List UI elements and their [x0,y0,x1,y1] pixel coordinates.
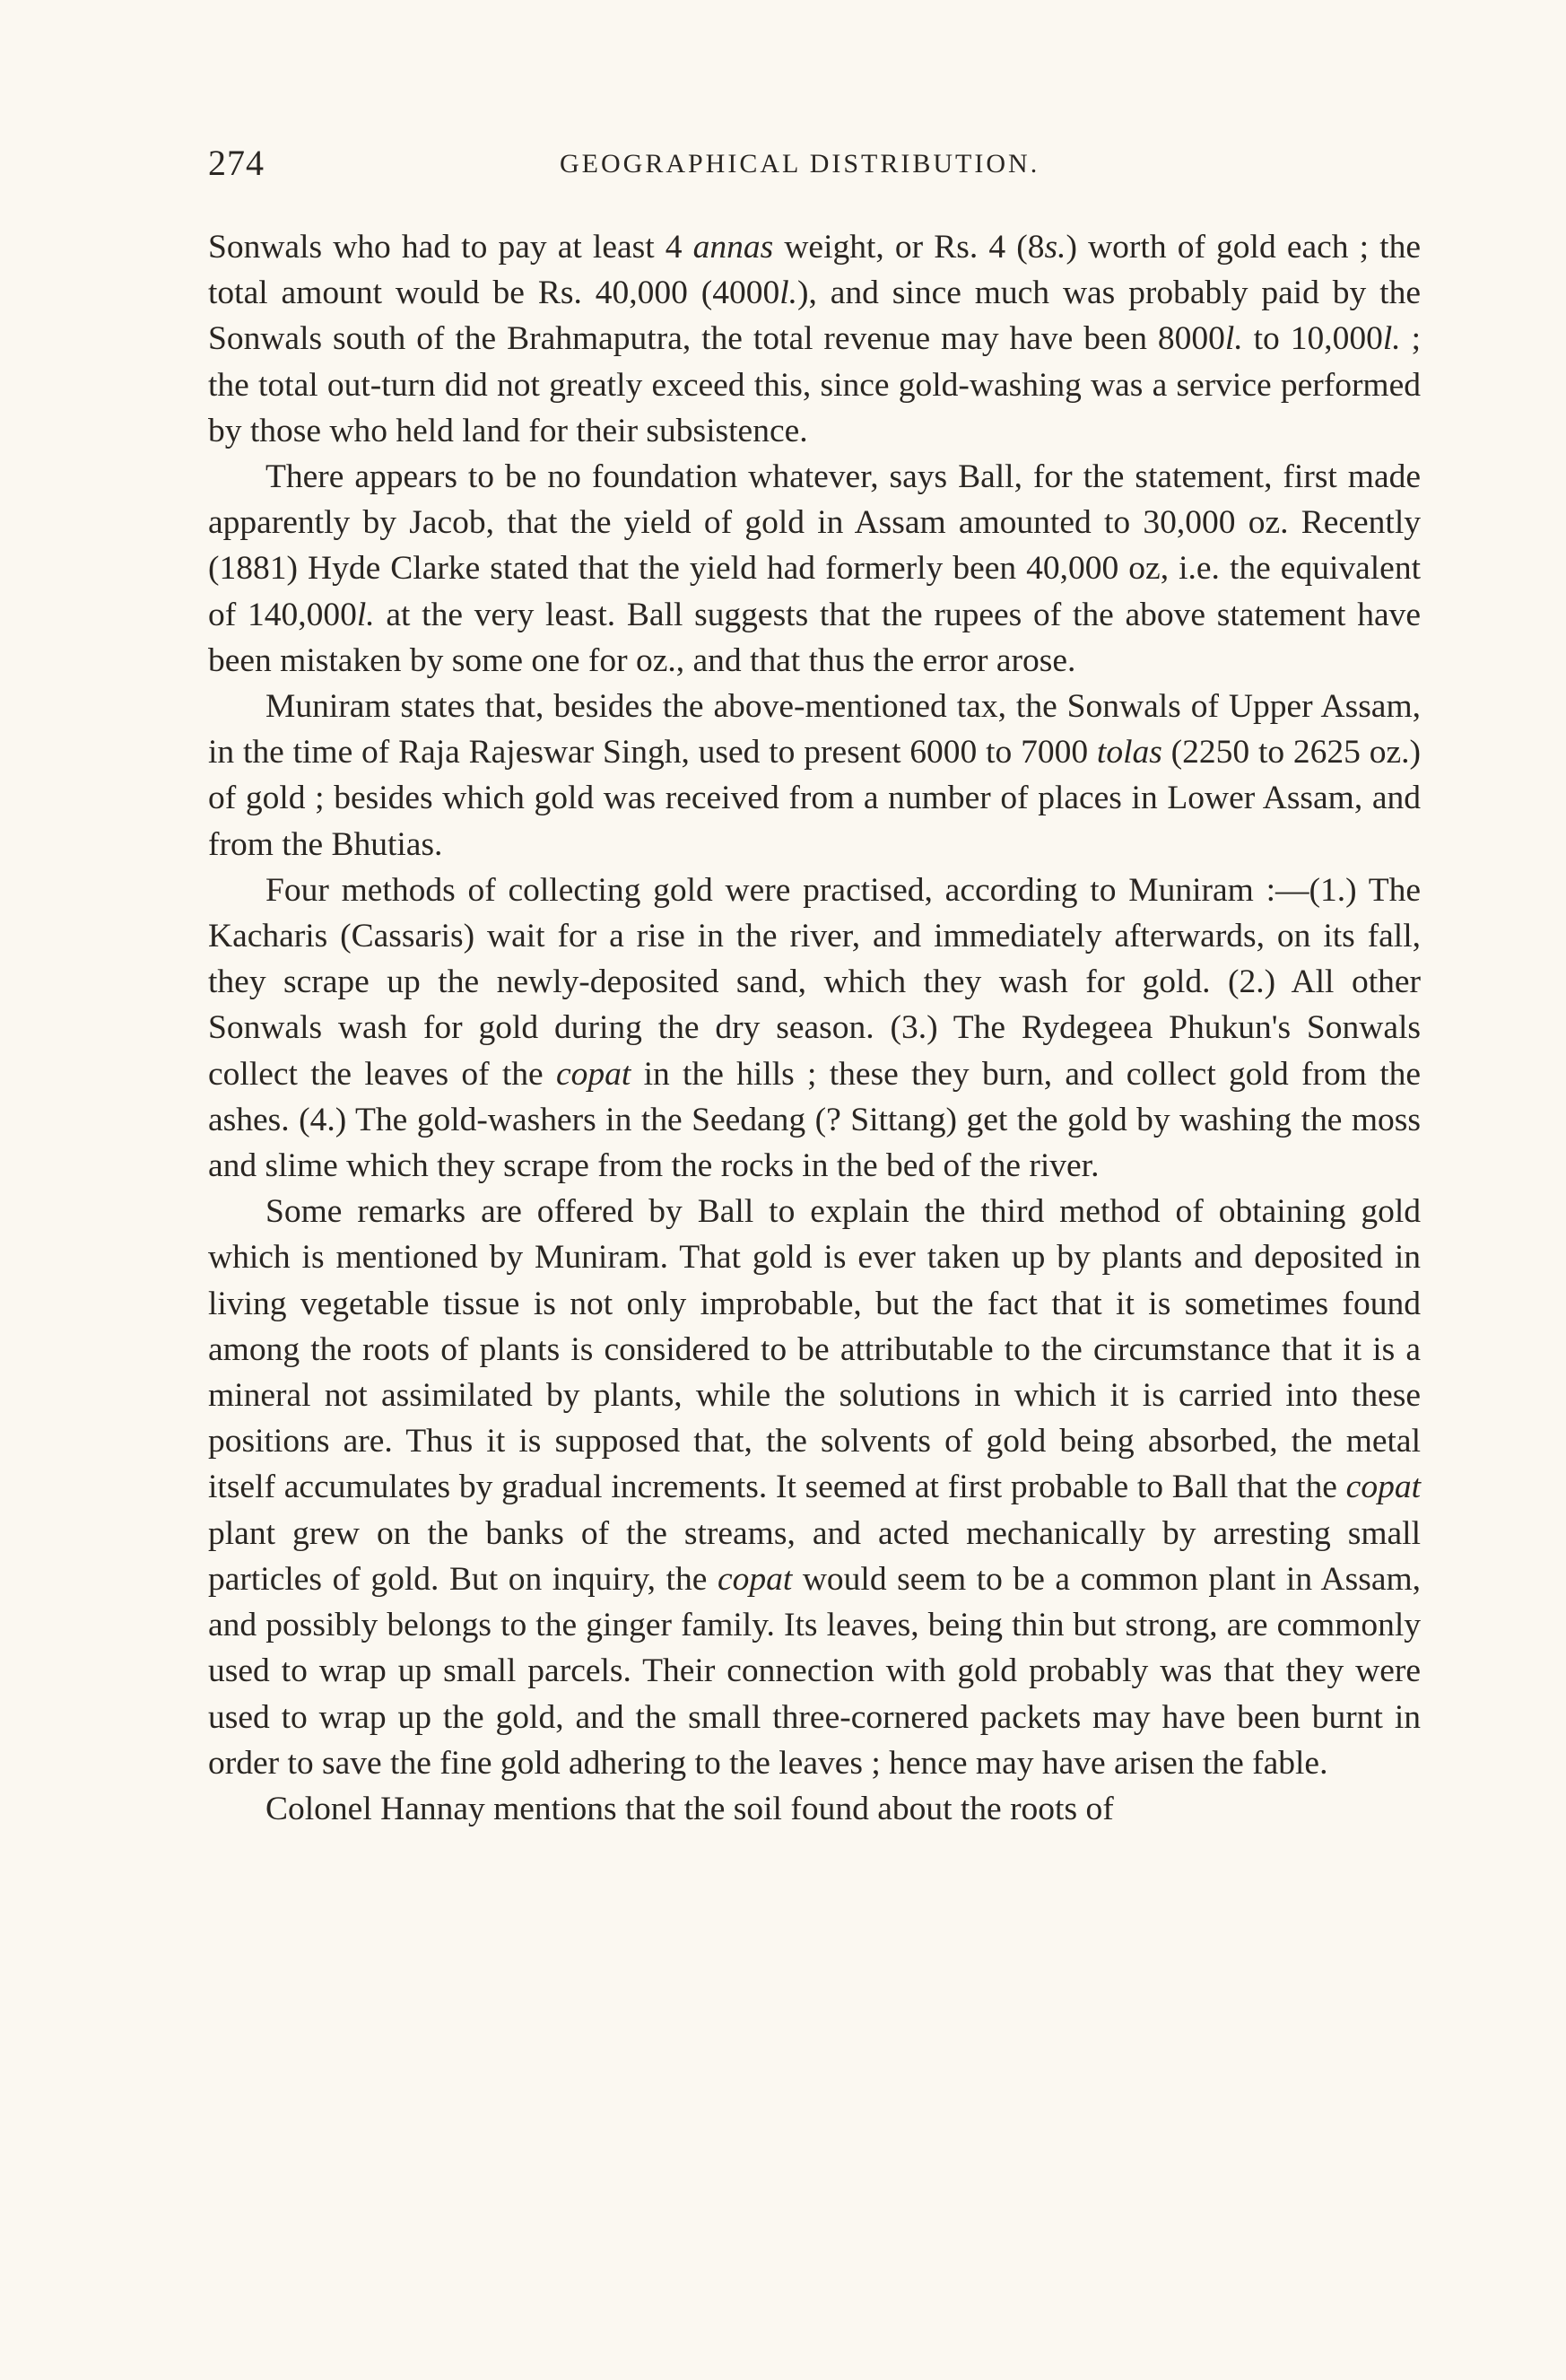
paragraph-1: Sonwals who had to pay at least 4 annas weight, or Rs. 4 (8s.) worth of gold each ; the total amount would be Rs. 40,000 (4000l.), and since much was probably paid by the Sonwals south of the Brahmaputra, the total revenue may have been 8000l. to 10,000l. ; the total out-turn did not greatly exceed this, since gold-washing was a service performed by those who held land for their subsistence. [208,229,1421,449]
running-head: GEOGRAPHICAL DISTRIBUTION. [560,149,1040,179]
body-text [208,224,1421,1832]
page-number: 274 [208,143,265,183]
paragraph-3: Muniram states that, besides the above-mentioned tax, the Sonwals of Upper Assam, in the time of Raja Rajeswar Singh, used to present 6000 to 7000 tolas (2250 to 2625 oz.) of gold ; besides which gold was received from a number of places in Lower Assam, and from the Bhutias. [208,688,1421,863]
paragraph-6: Colonel Hannay mentions that the soil found about the roots of [265,1790,1114,1827]
paragraph-5: Some remarks are offered by Ball to explain the third method of obtaining gold which is mentioned by Muniram. That gold is ever taken up by plants and deposited in living vegetable tissue is not only improbable, but the fact that it is sometimes found among the roots of plants is considered to be attributable to the circumstance that it is a mineral not assimilated by plants, while the solutions in which it is carried into these positions are. Thus it is supposed that, the solvents of gold being absorbed, the metal itself accumulates by gradual increments. It seemed at first probable to Ball that the copat plant grew on the banks of the streams, and acted mechanically by arresting small particles of gold. But on inquiry, the copat would seem to be a common plant in Assam, and possibly belongs to the ginger family. Its leaves, being thin but strong, are commonly used to wrap up small parcels. Their connection with gold probably was that they were used to wrap up the gold, and the small three-cornered packets may have been burnt in order to save the fine gold adhering to the leaves ; hence may have arisen the fable. [208,1193,1422,1782]
paragraph-4: Four methods of collecting gold were practised, according to Muniram :—(1.) The Kacharis (Cassaris) wait for a rise in the river, and immediately afterwards, on its fall, they scrape up the newly-deposited sand, which they wash for gold. (2.) All other Sonwals wash for gold during the dry season. (3.) The Rydegeea Phukun's Sonwals collect the leaves of the copat in the hills ; these they burn, and collect gold from the ashes. (4.) The gold-washers in the Seedang (? Sittang) get the gold by washing the moss and slime which they scrape from the rocks in the bed of the river. [208,871,1422,1185]
paragraph-2: There appears to be no foundation whatever, says Ball, for the statement, first made apparently by Jacob, that the yield of gold in Assam amounted to 30,000 oz. Recently (1881) Hyde Clarke stated that the yield had formerly been 40,000 oz, i.e. the equivalent of 140,000l. at the very least. Ball suggests that the rupees of the above statement have been mistaken by some one for oz., and that thus the error arose. [208,458,1421,679]
page-header [208,142,1421,196]
